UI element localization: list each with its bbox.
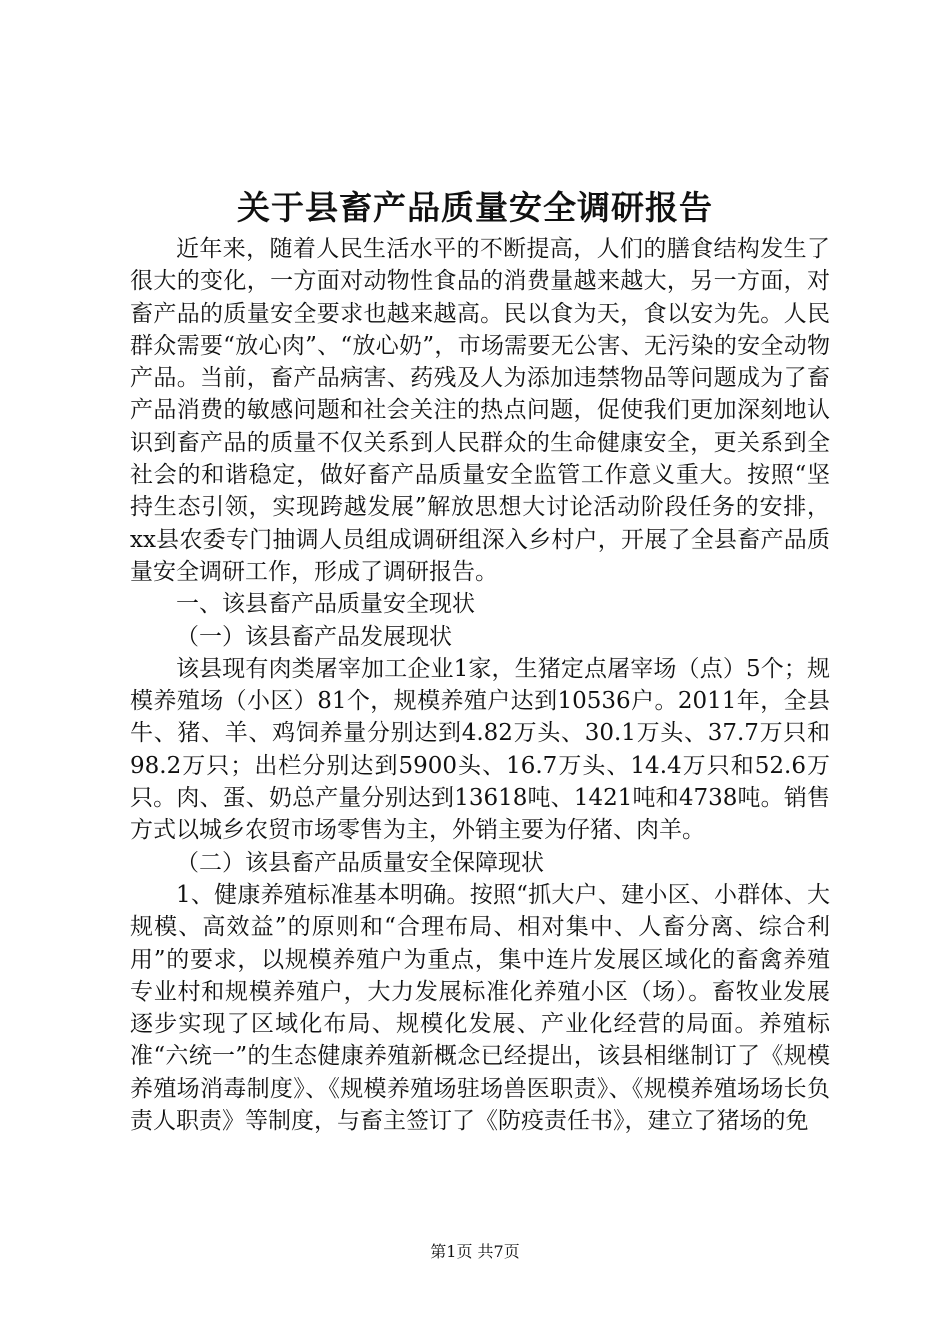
document-body bbox=[130, 233, 830, 1137]
paragraph-development-status: 该县现有肉类屠宰加工企业1家，生猪定点屠宰场（点）5个；规模养殖场（小区）81个，规模养殖户达到10536户。2011年，全县牛、猪、羊、鸡饲养量分别达到4.82万头、30.1万头、37.7万只和98.2万只；出栏分别达到5900头、16.7万头、14.4万只和52.6万只。肉、蛋、奶总产量分别达到13618吨、1421吨和4738吨。销售方式以城乡农贸市场零售为主，外销主要为仔猪、肉羊。 bbox=[130, 655, 830, 844]
subsection-heading-2: （二）该县畜产品质量安全保障现状 bbox=[176, 849, 544, 876]
subsection-heading-1: （一）该县畜产品发展现状 bbox=[176, 623, 452, 650]
document-title: 关于县畜产品质量安全调研报告 bbox=[237, 188, 713, 227]
section-heading-1: 一、该县畜产品质量安全现状 bbox=[176, 591, 475, 618]
paragraph-intro: 近年来，随着人民生活水平的不断提高，人们的膳食结构发生了很大的变化，一方面对动物性食品的消费量越来越大，另一方面，对畜产品的质量安全要求也越来越高。民以食为天，食以安为先。人民群众需要“放心肉”、“放心奶”，市场需要无公害、无污染的安全动物产品。当前，畜产品病害、药残及人为添加违禁物品等问题成为了畜产品消费的敏感问题和社会关注的热点问题，促使我们更加深刻地认识到畜产品的质量不仅关系到人民群众的生命健康安全，更关系到全社会的和谐稳定，做好畜产品质量安全监管工作意义重大。按照“坚持生态引领，实现跨越发展”解放思想大讨论活动阶段任务的安排，xx县农委专门抽调人员组成调研组深入乡村户，开展了全县畜产品质量安全调研工作，形成了调研报告。 bbox=[130, 236, 830, 585]
paragraph-healthy-breeding: 1、健康养殖标准基本明确。按照“抓大户、建小区、小群体、大规模、高效益”的原则和“合理布局、相对集中、人畜分离、综合利用”的要求，以规模养殖户为重点，集中连片发展区域化的畜禽养殖专业村和规模养殖户，大力发展标准化养殖小区（场）。畜牧业发展逐步实现了区域化布局、规模化发展、产业化经营的局面。养殖标准“六统一”的生态健康养殖新概念已经提出，该县相继制订了《规模养殖场消毒制度》、《规模养殖场驻场兽医职责》、《规模养殖场场长负责人职责》等制度，与畜主签订了《防疫责任书》，建立了猪场的免 bbox=[130, 881, 830, 1135]
page-number-footer: 第1页 共7页 bbox=[430, 1242, 520, 1261]
